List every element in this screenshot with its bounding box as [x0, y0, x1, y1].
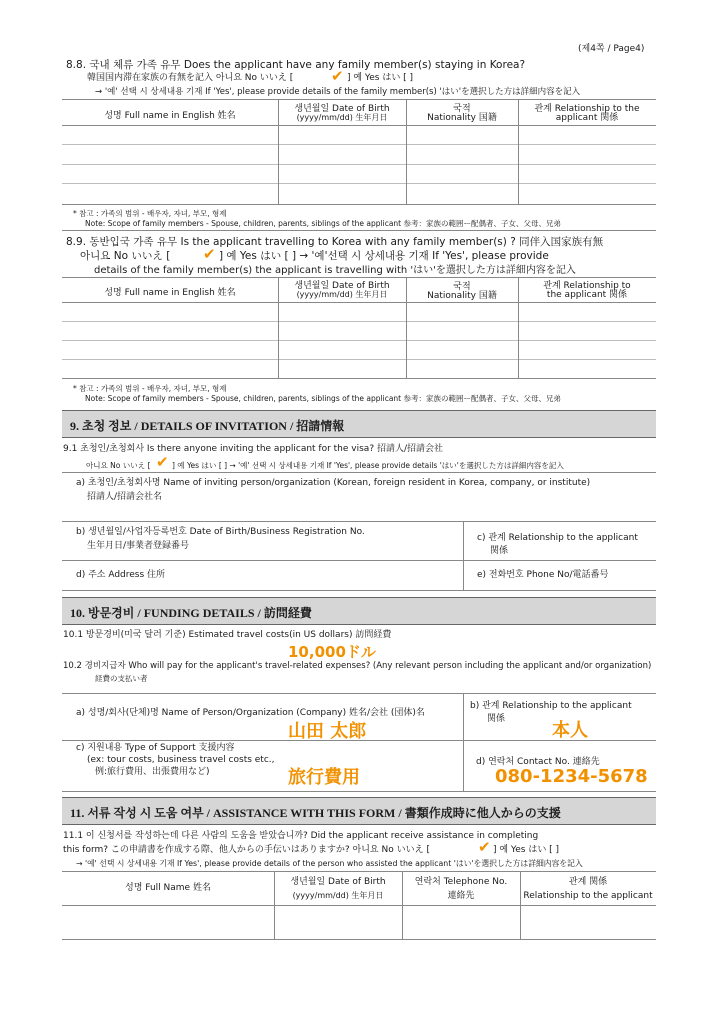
col-header-relationship: 관계 関係	[568, 877, 608, 887]
instruction-line: details of the family member(s) the applicant is travelling with 'はい'を選択した方は詳細内容を記入	[94, 265, 576, 276]
instruction-line: → '예' 선택 시 상세내용 기재 If 'Yes', please provide details of the family member(s) 'はい'を選択した方は詳細内容を記入	[95, 87, 581, 97]
question-9-1: 9.1 초청인/초청회사 Is there anyone inviting the applicant for the visa? 招請人/招請会社	[63, 444, 443, 454]
field-inviter-name-ja: 招請人/招請会社名	[87, 492, 163, 502]
field-support-type-example-ja: 例:旅行費用、出張費用など)	[95, 767, 210, 777]
instruction-line: → '예' 선택 시 상세내용 기재 If Yes', please provide details of the person who assisted the applicant 'はい'を選択した方は詳細内容を記入	[76, 859, 583, 868]
page-marker: (제4쪽 / Page4)	[578, 44, 645, 54]
checkmark-icon[interactable]: ✔	[203, 245, 216, 263]
question-10-2: 10.2 경비지급자 Who will pay for the applicant's travel-related expenses? (Any relevant person including the applicant and/or organization)	[63, 661, 652, 671]
field-support-type: c) 지원내용 Type of Support 支援内容	[76, 743, 235, 753]
answer-no-label: 아니요 No いいえ [	[80, 250, 171, 262]
col-header-nationality: 국적	[453, 282, 471, 292]
payer-name-value[interactable]: 山田 太郎	[288, 721, 367, 742]
field-payer-relationship-ja: 関係	[487, 714, 506, 724]
field-payer-relationship: b) 관계 Relationship to the applicant	[470, 701, 632, 711]
answer-yes-label: ] 예 Yes はい [ ]	[493, 845, 560, 855]
contact-no-value[interactable]: 080-1234-5678	[495, 766, 648, 787]
section-title: 9. 초청 정보 / DETAILS OF INVITATION / 招請情報	[70, 419, 345, 433]
travel-cost-value[interactable]: 10,000ドル	[288, 643, 376, 661]
col-header-dob: 생년월일 Date of Birth	[290, 877, 386, 887]
section-title: 11. 서류 작성 시 도움 여부 / ASSISTANCE WITH THIS FORM / 書類作成時に他人からの支援	[70, 806, 561, 820]
col-header-relationship-sub: applicant 関係	[555, 113, 619, 123]
question-8-8: 8.8. 국내 체류 가족 유무 Does the applicant have any family member(s) staying in Korea?	[66, 59, 526, 71]
field-inviter-dob-ja: 生年月日/事業者登録番号	[87, 541, 190, 551]
section-header-assistance	[62, 797, 656, 825]
note-scope-detail: Note: Scope of family members - Spouse, children, parents, siblings of the applicant 参考：家族の範囲ー配偶者、子女、父母、兄弟	[85, 394, 561, 403]
checkmark-icon[interactable]: ✔	[331, 67, 344, 85]
field-inviter-phone: e) 전화번호 Phone No/電話番号	[477, 570, 609, 580]
col-header-relationship: 관계 Relationship to the	[534, 104, 640, 114]
field-inviter-dob: b) 생년월일/사업자등록번호 Date of Birth/Business Registration No.	[76, 527, 365, 537]
field-payer-name: a) 성명/회사(단체)명 Name of Person/Organization (Company) 姓名/会社 (団体)名	[76, 708, 425, 718]
question-8-9: 8.9. 동반입국 가족 유무 Is the applicant travelling to Korea with any family member(s) ? 同伴入国家族有無	[66, 236, 604, 248]
field-inviter-relationship-ja: 関係	[490, 546, 509, 556]
note-scope-detail: Note: Scope of family members - Spouse, children, parents, siblings of the applicant 参考：家族の範囲ー配偶者、子女、父母、兄弟	[85, 219, 561, 228]
support-type-value[interactable]: 旅行費用	[288, 767, 360, 788]
col-header-relationship: 관계 Relationship to	[543, 281, 631, 291]
col-header-relationship-sub: Relationship to the applicant	[523, 891, 653, 901]
answer-no-label: 韓国国内滞在家族の有無を記入 아니요 No いいえ [	[87, 73, 294, 83]
family-table-rows[interactable]	[62, 126, 656, 204]
field-inviter-name: a) 초청인/초청회사명 Name of inviting person/organization (Korean, foreign resident in Korea, company, or institute)	[76, 478, 591, 488]
section-title: 10. 방문경비 / FUNDING DETAILS / 訪問経費	[70, 606, 312, 620]
col-header-nationality: 국적	[453, 104, 471, 114]
col-header-name: 성명 Full Name 姓名	[125, 883, 211, 893]
answer-no-label: 아니요 No いいえ [	[86, 461, 151, 470]
answer-yes-label: ] 예 Yes はい [ ] → '예'선택 시 상세내용 기재 If 'Yes', please provide	[219, 250, 549, 262]
field-support-type-example: (ex: tour costs, business travel costs etc.,	[87, 755, 275, 765]
note-scope: * 참고 : 가족의 범위 - 배우자, 자녀, 부모, 형제	[73, 209, 227, 218]
question-11-1-cont: this form? この申請書を作成する際、他人からの手伝いはありますか? 아니요 No いいえ [	[63, 845, 430, 855]
answer-yes-label: ] 예 Yes はい [ ]	[347, 73, 414, 83]
note-scope: * 참고 : 가족의 범위 - 배우자, 자녀, 부모, 형제	[73, 384, 227, 393]
payer-relationship-value[interactable]: 本人	[552, 720, 588, 741]
col-header-name: 성명 Full name in English 姓名	[104, 111, 236, 121]
section-header-funding	[62, 597, 656, 625]
col-header-relationship-sub: the applicant 関係	[546, 290, 628, 300]
question-11-1: 11.1 이 신청서를 작성하는데 다른 사람의 도움을 받았습니까? Did the applicant receive assistance in completing	[63, 831, 539, 841]
section-header-invitation	[62, 410, 656, 438]
question-10-2-ja: 経費の支払い者	[95, 674, 148, 683]
col-header-dob: 생년월일 Date of Birth	[294, 281, 390, 291]
checkmark-icon[interactable]: ✔	[156, 453, 169, 471]
col-header-telephone: 연락처 Telephone No.	[414, 877, 508, 887]
col-header-dob-format: (yyyy/mm/dd) 生年月日	[296, 113, 388, 122]
col-header-nationality-sub: Nationality 国籍	[427, 291, 497, 301]
col-header-dob-format: (yyyy/mm/dd) 生年月日	[296, 290, 388, 299]
col-header-telephone-sub: 連絡先	[447, 891, 475, 901]
field-inviter-address: d) 주소 Address 住所	[76, 570, 166, 580]
col-header-dob-format: (yyyy/mm/dd) 生年月日	[292, 891, 384, 900]
companion-table-rows[interactable]	[62, 303, 656, 378]
field-contact-no: d) 연락처 Contact No. 連絡先	[476, 757, 600, 767]
answer-yes-label: ] 예 Yes はい [ ] → '예' 선택 시 상세내용 기재 If 'Yes', please provide details 'はい'を選択した方は詳細内容を記入	[172, 461, 564, 470]
checkmark-icon[interactable]: ✔	[478, 838, 491, 856]
col-header-dob: 생년월일 Date of Birth	[294, 104, 390, 114]
question-10-1: 10.1 방문경비(미국 달러 기준) Estimated travel costs(in US dollars) 訪問経費	[63, 630, 392, 640]
col-header-nationality-sub: Nationality 国籍	[427, 113, 497, 123]
field-inviter-relationship: c) 관계 Relationship to the applicant	[477, 533, 638, 543]
divider	[62, 99, 656, 100]
col-header-name: 성명 Full name in English 姓名	[104, 288, 236, 298]
assistant-table-row[interactable]	[62, 906, 656, 939]
